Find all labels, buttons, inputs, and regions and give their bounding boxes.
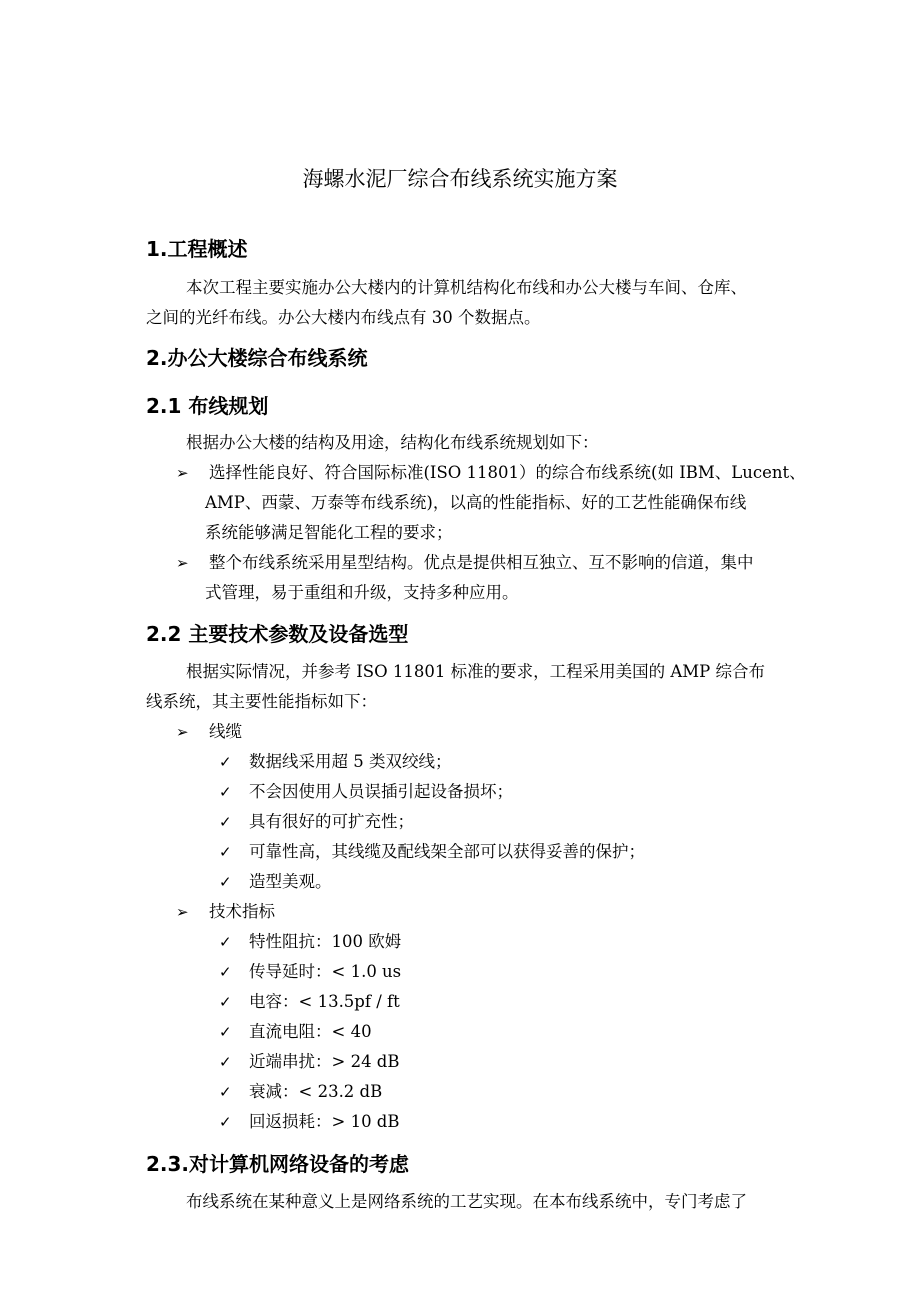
list-item: 具有很好的可扩充性； [249,812,414,831]
section-1-paragraph-line-2: 之间的光纤布线。办公大楼内布线点有 30 个数据点。 [146,308,541,327]
checkmark-icon: ✓ [219,933,232,951]
list-item: 电容：< 13.5pf / ft [249,992,400,1011]
section-2-3-heading: 2.3.对计算机网络设备的考虑 [146,1152,410,1176]
arrow-bullet-icon: ➢ [176,554,189,572]
checkmark-icon: ✓ [219,813,232,831]
list-item: 传导延时：< 1.0 us [249,962,402,981]
checkmark-icon: ✓ [219,873,232,891]
section-1-heading: 1.工程概述 [146,237,248,261]
page-title: 海螺水泥厂综合布线系统实施方案 [302,167,618,191]
checkmark-icon: ✓ [219,1023,232,1041]
section-2-heading: 2.办公大楼综合布线系统 [146,346,368,370]
section-2-2-paragraph-line-1: 根据实际情况，并参考 ISO 11801 标准的要求，工程采用美国的 AMP 综合布 [186,662,765,681]
checkmark-icon: ✓ [219,963,232,981]
arrow-bullet-icon: ➢ [176,903,189,921]
section-1-paragraph-line-1: 本次工程主要实施办公大楼内的计算机结构化布线和办公大楼与车间、仓库、 [186,278,747,297]
bullet-1-line-3: 系统能够满足智能化工程的要求； [205,523,453,542]
list-item: 特性阻抗：100 欧姆 [249,932,402,951]
checkmark-icon: ✓ [219,1053,232,1071]
checkmark-icon: ✓ [219,993,232,1011]
section-2-2-paragraph-line-2: 线系统，其主要性能指标如下： [146,692,377,711]
section-2-2-heading: 2.2 主要技术参数及设备选型 [146,622,409,646]
arrow-bullet-icon: ➢ [176,723,189,741]
list-item: 不会因使用人员误插引起设备损坏； [249,782,513,801]
checkmark-icon: ✓ [219,843,232,861]
list-item: 回返损耗：> 10 dB [249,1112,400,1131]
list-item: 可靠性高，其线缆及配线架全部可以获得妥善的保护； [249,842,645,861]
tech-label: 技术指标 [209,902,275,921]
list-item: 衰减：< 23.2 dB [249,1082,383,1101]
arrow-bullet-icon: ➢ [176,464,189,482]
bullet-2-line-2: 式管理，易于重组和升级，支持多种应用。 [205,583,519,602]
checkmark-icon: ✓ [219,783,232,801]
section-2-3-paragraph-line-1: 布线系统在某种意义上是网络系统的工艺实现。在本布线系统中，专门考虑了 [186,1192,747,1211]
bullet-2-line-1: 整个布线系统采用星型结构。优点是提供相互独立、互不影响的信道，集中 [209,553,754,572]
list-item: 造型美观。 [249,872,332,891]
section-2-1-intro: 根据办公大楼的结构及用途，结构化布线系统规划如下： [186,433,599,452]
bullet-1-line-2: AMP、西蒙、万泰等布线系统)，以高的性能指标、好的工艺性能确保布线 [205,493,747,512]
list-item: 近端串扰：> 24 dB [249,1052,400,1071]
list-item: 数据线采用超 5 类双绞线； [249,752,452,771]
cable-label: 线缆 [209,722,242,741]
bullet-1-line-1: 选择性能良好、符合国际标准(ISO 11801）的综合布线系统(如 IBM、Lucent、 [209,463,806,482]
section-2-1-heading: 2.1 布线规划 [146,394,269,418]
checkmark-icon: ✓ [219,753,232,771]
checkmark-icon: ✓ [219,1083,232,1101]
list-item: 直流电阻：< 40 [249,1022,372,1041]
checkmark-icon: ✓ [219,1113,232,1131]
